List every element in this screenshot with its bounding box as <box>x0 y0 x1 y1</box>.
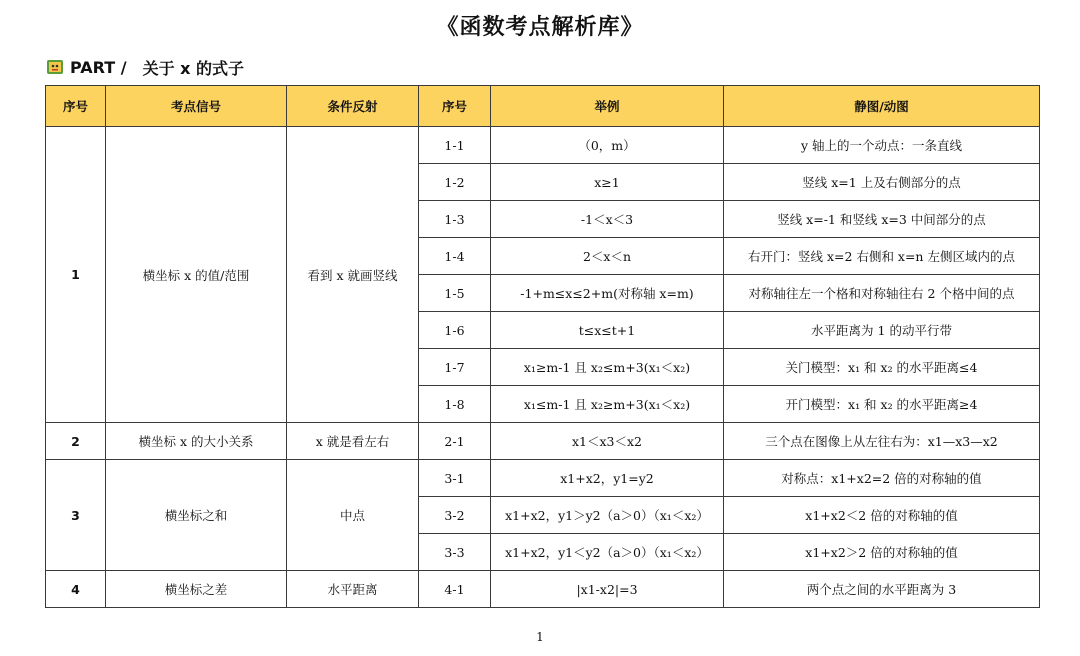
row-example: 2＜x＜n <box>491 238 724 275</box>
section-label: PART / <box>70 57 127 77</box>
row-id: 3-3 <box>419 534 491 571</box>
row-image: y 轴上的一个动点：一条直线 <box>724 127 1040 164</box>
row-image: 竖线 x=-1 和竖线 x=3 中间部分的点 <box>724 201 1040 238</box>
row-example: -1＜x＜3 <box>491 201 724 238</box>
page-number: 1 <box>536 630 544 644</box>
row-image: 水平距离为 1 的动平行带 <box>724 312 1040 349</box>
header-sub-index: 序号 <box>419 86 491 127</box>
row-example: x1+x2，y1=y2 <box>491 460 724 497</box>
row-id: 1-1 <box>419 127 491 164</box>
row-image: 开门模型：x₁ 和 x₂ 的水平距离≥4 <box>724 386 1040 423</box>
document-title: 《函数考点解析库》 <box>436 15 644 40</box>
header-example: 举例 <box>491 86 724 127</box>
topic-table <box>45 85 1040 608</box>
row-example: x≥1 <box>491 164 724 201</box>
row-id: 2-1 <box>419 423 491 460</box>
row-image: 对称轴往左一个格和对称轴往右 2 个格中间的点 <box>724 275 1040 312</box>
row-example: x₁≤m-1 且 x₂≥m+3(x₁＜x₂) <box>491 386 724 423</box>
group-signal: 横坐标之差 <box>106 571 287 608</box>
row-id: 1-8 <box>419 386 491 423</box>
row-example: x1+x2，y1＞y2（a＞0）（x₁＜x₂） <box>491 497 724 534</box>
row-id: 1-4 <box>419 238 491 275</box>
group-number: 1 <box>46 127 106 423</box>
group-reflex: 水平距离 <box>287 571 419 608</box>
table-header-row <box>46 86 1040 127</box>
group-reflex: 看到 x 就画竖线 <box>287 127 419 423</box>
group-signal: 横坐标 x 的大小关系 <box>106 423 287 460</box>
group-signal: 横坐标 x 的值/范围 <box>106 127 287 423</box>
header-index: 序号 <box>46 86 106 127</box>
row-example: x1＜x3＜x2 <box>491 423 724 460</box>
table-row <box>46 571 1040 608</box>
row-id: 3-1 <box>419 460 491 497</box>
header-image: 静图/动图 <box>724 86 1040 127</box>
row-image: 关门模型：x₁ 和 x₂ 的水平距离≤4 <box>724 349 1040 386</box>
row-id: 1-2 <box>419 164 491 201</box>
header-reflex: 条件反射 <box>287 86 419 127</box>
table-row <box>46 423 1040 460</box>
row-example: t≤x≤t+1 <box>491 312 724 349</box>
row-example: |x1-x2|=3 <box>491 571 724 608</box>
row-image: 三个点在图像上从左往右为：x1—x3—x2 <box>724 423 1040 460</box>
row-id: 1-6 <box>419 312 491 349</box>
row-example: -1+m≤x≤2+m(对称轴 x=m) <box>491 275 724 312</box>
group-number: 2 <box>46 423 106 460</box>
row-image: 对称点：x1+x2=2 倍的对称轴的值 <box>724 460 1040 497</box>
row-id: 1-7 <box>419 349 491 386</box>
row-id: 1-3 <box>419 201 491 238</box>
row-example: x1+x2，y1＜y2（a＞0）（x₁＜x₂） <box>491 534 724 571</box>
row-id: 1-5 <box>419 275 491 312</box>
group-number: 3 <box>46 460 106 571</box>
book-icon <box>46 58 64 76</box>
group-reflex: x 就是看左右 <box>287 423 419 460</box>
row-example: （0，m） <box>491 127 724 164</box>
table-row <box>46 460 1040 497</box>
row-image: 右开门：竖线 x=2 右侧和 x=n 左侧区域内的点 <box>724 238 1040 275</box>
row-image: 竖线 x=1 上及右侧部分的点 <box>724 164 1040 201</box>
section-header <box>46 55 244 79</box>
row-image: 两个点之间的水平距离为 3 <box>724 571 1040 608</box>
table-row <box>46 127 1040 164</box>
group-number: 4 <box>46 571 106 608</box>
row-example: x₁≥m-1 且 x₂≤m+3(x₁＜x₂) <box>491 349 724 386</box>
group-signal: 横坐标之和 <box>106 460 287 571</box>
header-signal: 考点信号 <box>106 86 287 127</box>
row-id: 4-1 <box>419 571 491 608</box>
section-title: 关于 x 的式子 <box>142 58 245 78</box>
row-id: 3-2 <box>419 497 491 534</box>
row-image: x1+x2＞2 倍的对称轴的值 <box>724 534 1040 571</box>
group-reflex: 中点 <box>287 460 419 571</box>
row-image: x1+x2＜2 倍的对称轴的值 <box>724 497 1040 534</box>
